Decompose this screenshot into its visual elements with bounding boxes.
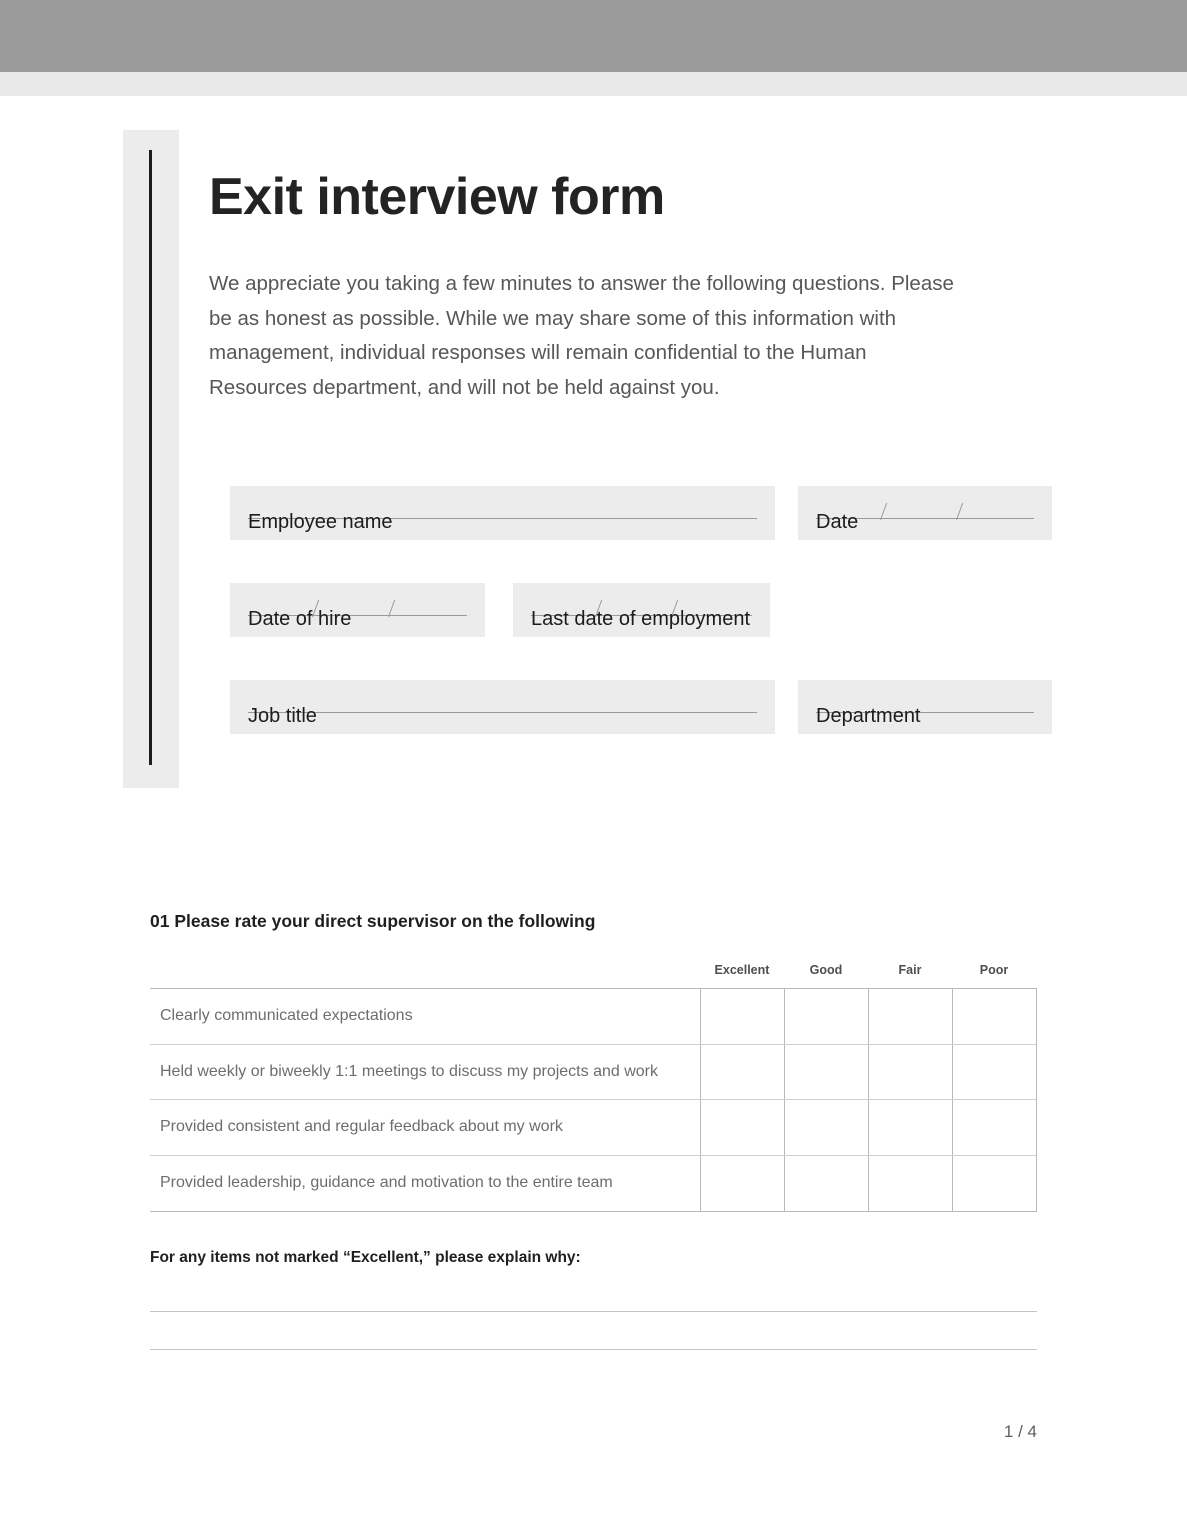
rating-table	[150, 963, 1037, 1212]
field-date[interactable]	[798, 486, 1052, 540]
field-label: Last date of employment	[531, 608, 751, 630]
field-label: Department	[816, 705, 921, 727]
field-label: Job title	[248, 705, 317, 727]
page-title: Exit interview form	[209, 168, 665, 226]
table-row	[150, 1156, 1037, 1212]
field-last-date-of-employment[interactable]	[513, 583, 770, 637]
answer-line[interactable]	[150, 1349, 1037, 1350]
field-label: Date of hire	[248, 608, 352, 630]
row-label: Provided leadership, guidance and motivation to the entire team	[160, 1174, 613, 1192]
field-label: Employee name	[248, 511, 393, 533]
field-employee-name[interactable]	[230, 486, 775, 540]
row-label: Held weekly or biweekly 1:1 meetings to discuss my projects and work	[160, 1062, 658, 1080]
table-row	[150, 989, 1037, 1045]
column-header-fair: Fair	[898, 963, 922, 977]
column-header-excellent: Excellent	[714, 963, 770, 977]
row-label: Clearly communicated expectations	[160, 1007, 413, 1025]
viewer-sub-bar	[0, 72, 1187, 96]
table-row	[150, 1100, 1037, 1156]
table-row	[150, 1045, 1037, 1101]
rating-table-header	[150, 963, 1037, 988]
viewer-top-bar	[0, 0, 1187, 72]
field-label: Date	[816, 511, 859, 533]
field-job-title[interactable]	[230, 680, 775, 734]
field-department[interactable]	[798, 680, 1052, 734]
column-header-good: Good	[809, 963, 843, 977]
field-rule	[248, 712, 757, 713]
page-number: 1 / 4	[1003, 1422, 1037, 1441]
row-label: Provided consistent and regular feedback about my work	[160, 1118, 563, 1136]
field-date-of-hire[interactable]	[230, 583, 485, 637]
question-heading: 01 Please rate your direct supervisor on the following	[150, 911, 596, 931]
answer-line[interactable]	[150, 1311, 1037, 1312]
intro-paragraph: We appreciate you taking a few minutes to answer the following questions. Please be as honest as possible. While we may share some of this information with management, individual responses will remain confidential to the Human Resources department, and will not be held against you.	[209, 272, 954, 399]
explain-prompt: For any items not marked “Excellent,” please explain why:	[150, 1249, 581, 1266]
header-accent-rule	[149, 150, 152, 765]
rating-table-body	[150, 988, 1037, 1212]
column-header-poor: Poor	[979, 963, 1009, 977]
